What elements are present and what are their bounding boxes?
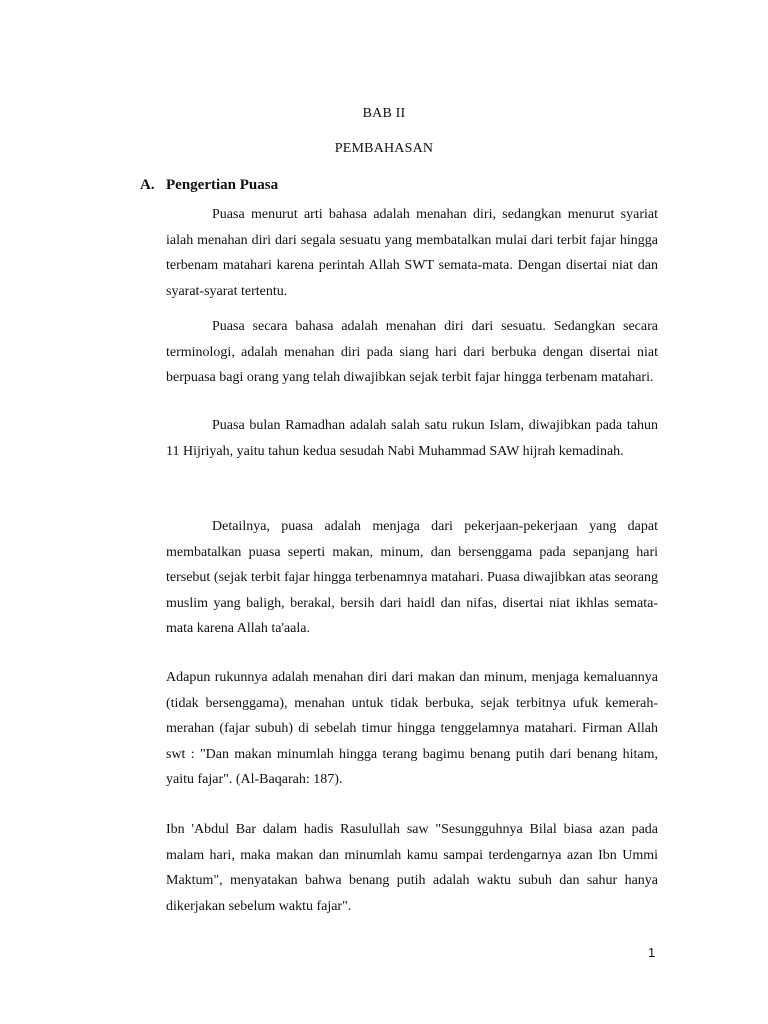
chapter-heading: BAB II [362,106,406,121]
paragraph: Puasa secara bahasa adalah menahan diri dari sesuatu. Sedangkan secara terminologi, adalah menahan diri pada siang hari dari berbuka dengan disertai niat berpuasa bagi orang yang telah diwajibkan sejak terbit fajar hingga terbenam matahari. [166,319,658,385]
subsection-label: A. [140,177,155,193]
paragraph: Ibn 'Abdul Bar dalam hadis Rasulullah saw "Sesungguhnya Bilal biasa azan pada malam hari, maka makan dan minumlah kamu sampai terdengarnya azan Ibn Ummi Maktum", menyatakan bahwa benang putih adalah waktu subuh dan sahur hanya dikerjakan sebelum waktu fajar". [166,822,658,914]
subsection-title: Pengertian Puasa [166,177,279,193]
section-title: PEMBAHASAN [334,141,434,156]
paragraph: Puasa bulan Ramadhan adalah salah satu rukun Islam, diwajibkan pada tahun 11 Hijriyah, yaitu tahun kedua sesudah Nabi Muhammad SAW hijrah kemadinah. [166,418,658,459]
page-number: 1 [648,945,656,960]
paragraph: Detailnya, puasa adalah menjaga dari pekerjaan-pekerjaan yang dapat membatalkan puasa seperti makan, minum, dan bersenggama pada sepanjang hari tersebut (sejak terbit fajar hingga terbenamnya matahari. Puasa diwajibkan atas seorang muslim yang baligh, berakal, bersih dari haidl dan nifas, disertai niat ikhlas semata-mata karena Allah ta'aala. [166,519,658,636]
paragraph: Adapun rukunnya adalah menahan diri dari makan dan minum, menjaga kemaluannya (tidak bersenggama), menahan untuk tidak berbuka, sejak terbitnya ufuk kemerah-merahan (fajar subuh) di sebelah timur hingga tenggelamnya matahari. Firman Allah swt : "Dan makan minumlah hingga terang bagimu benang putih dari benang hitam, yaitu fajar". (Al-Baqarah: 187). [166,670,658,787]
paragraph: Puasa menurut arti bahasa adalah menahan diri, sedangkan menurut syariat ialah menahan diri dari segala sesuatu yang membatalkan mulai dari terbit fajar hingga terbenam matahari karena perintah Allah SWT semata-mata. Dengan disertai niat dan syarat-syarat tertentu. [166,207,658,299]
subsection-heading [140,177,278,194]
